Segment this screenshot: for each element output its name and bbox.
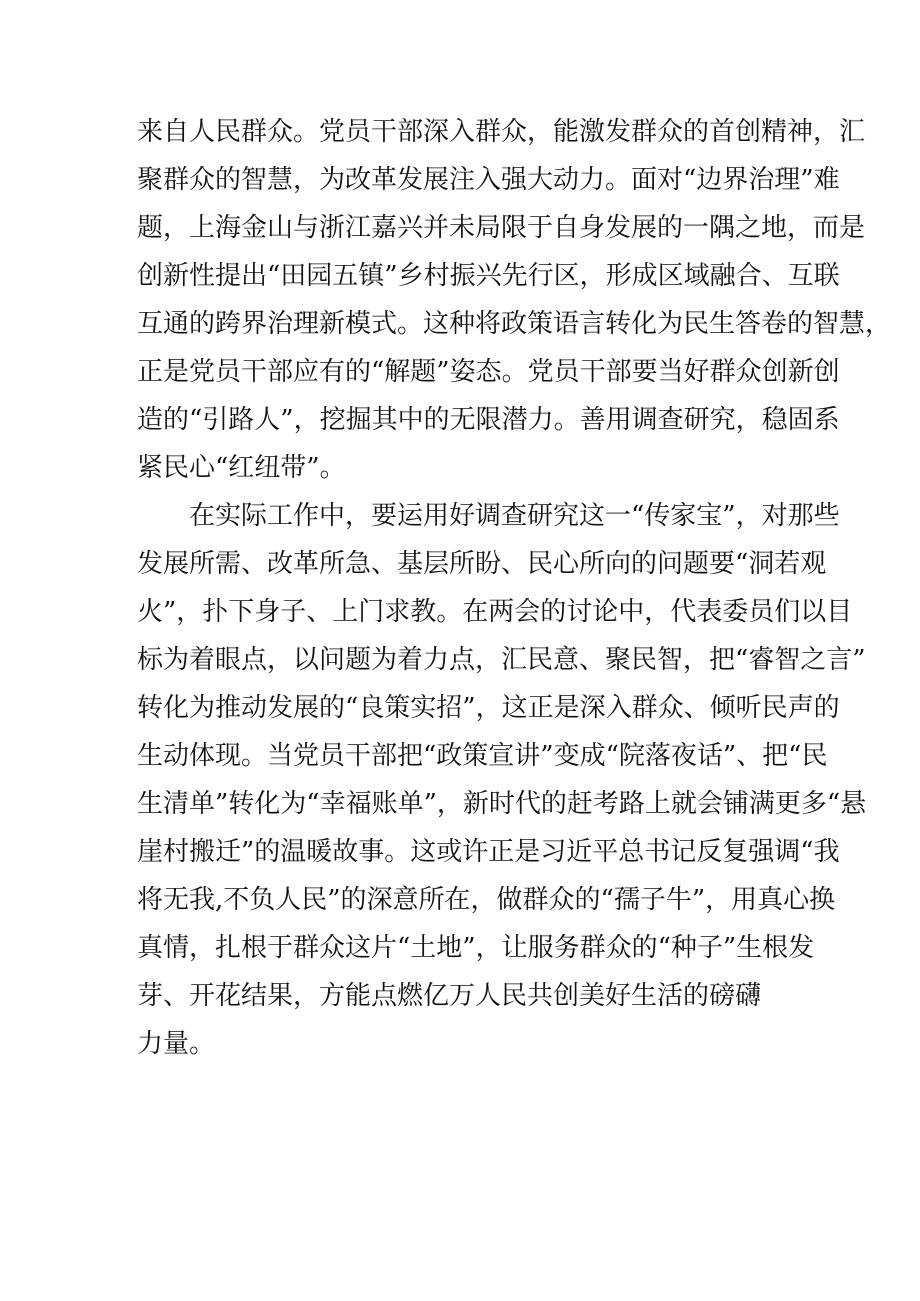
text-line: 火”，扑下身子、上门求教。在两会的讨论中，代表委员们以目 <box>137 597 853 627</box>
text-line: 生清单”转化为“幸福账单”，新时代的赶考路上就会铺满更多“悬 <box>137 789 867 819</box>
text-line: 在实际工作中，要运用好调查研究这一“传家宝”，对那些 <box>189 501 840 531</box>
text-line: 造的“引路人”，挖掘其中的无限潜力。善用调查研究，稳固系 <box>137 405 840 435</box>
text-line: 崖村搬迁”的温暖故事。这或许正是习近平总书记反复强调“我 <box>137 837 840 867</box>
text-line: 力量。 <box>137 1029 216 1059</box>
text-line: 标为着眼点，以问题为着力点，汇民意、聚民智，把“睿智之言” <box>137 645 866 675</box>
body-text <box>137 108 892 1068</box>
text-line: 紧民心“红纽带”。 <box>137 453 346 483</box>
text-line: 来自人民群众。党员干部深入群众，能激发群众的首创精神，汇 <box>137 117 866 147</box>
text-line: 转化为推动发展的“良策实招”，这正是深入群众、倾听民声的 <box>137 693 840 723</box>
text-line: 生动体现。当党员干部把“政策宣讲”变成“院落夜话”、把“民 <box>137 741 828 771</box>
text-line: 创新性提出“田园五镇”乡村振兴先行区，形成区域融合、互联 <box>137 261 840 291</box>
text-line: 题，上海金山与浙江嘉兴并未局限于自身发展的一隅之地，而是 <box>137 213 866 243</box>
text-line: 真情，扎根于群众这片“土地”，让服务群众的“种子”生根发 <box>137 933 815 963</box>
text-line: 正是党员干部应有的“解题”姿态。党员干部要当好群众创新创 <box>137 357 840 387</box>
text-line: 聚群众的智慧，为改革发展注入强大动力。面对“边界治理”难 <box>137 165 840 195</box>
text-line: 互通的跨界治理新模式。这种将政策语言转化为民生答卷的智慧， <box>137 309 892 339</box>
paragraph-2 <box>137 492 867 1068</box>
paragraph-1 <box>137 108 892 492</box>
text-line: 将无我,不负人民”的深意所在，做群众的“孺子牛”，用真心换 <box>137 885 836 915</box>
text-line: 发展所需、改革所急、基层所盼、民心所向的问题要“洞若观 <box>137 549 827 579</box>
text-line: 芽、开花结果，方能点燃亿万人民共创美好生活的磅礴 <box>137 981 762 1011</box>
